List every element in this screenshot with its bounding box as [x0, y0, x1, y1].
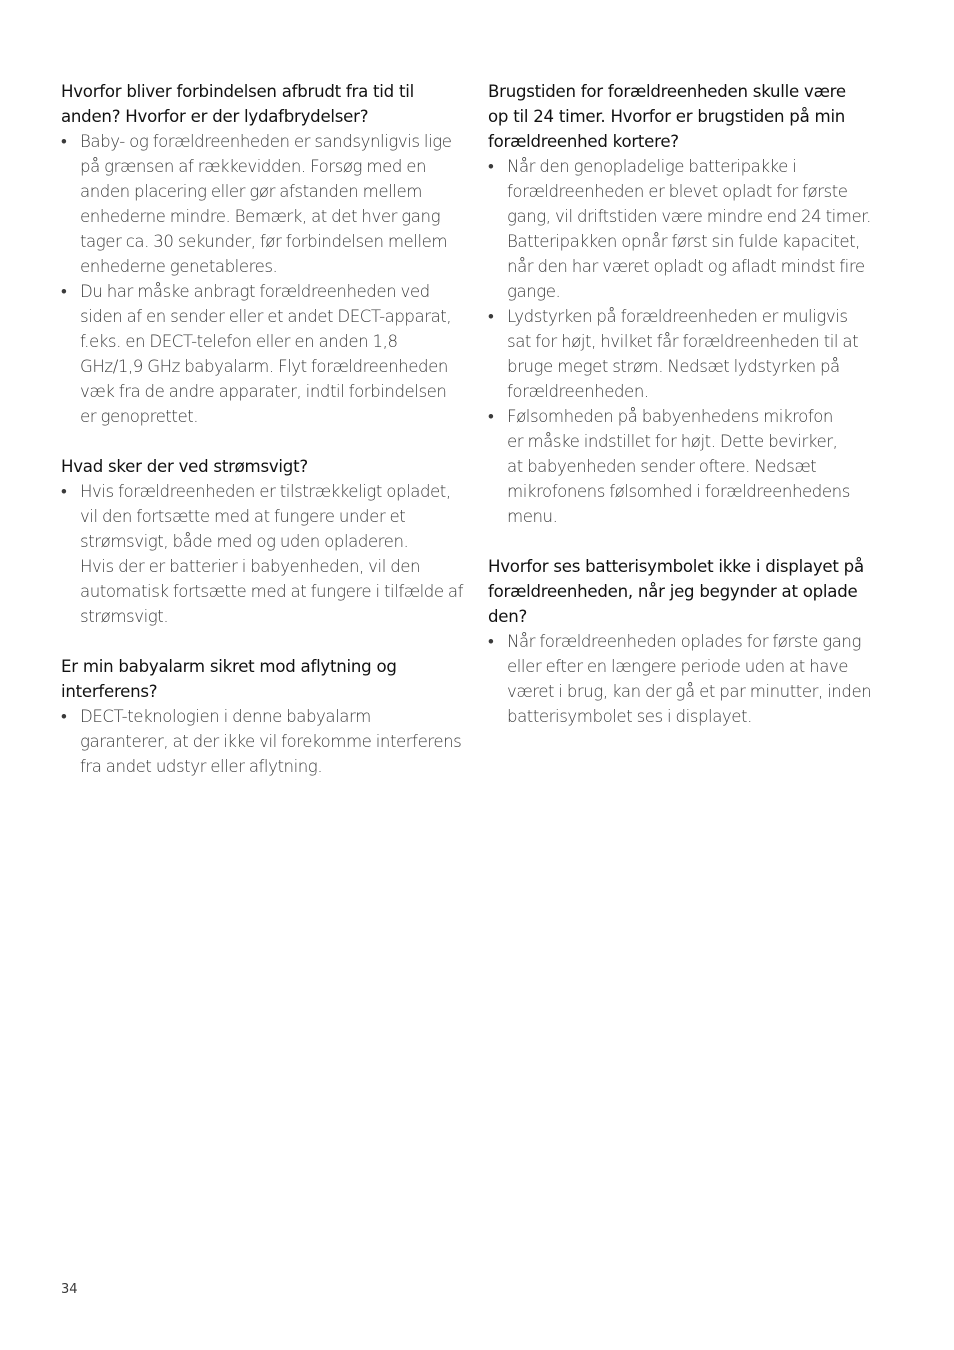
answer-line: enhederne genetableres.: [80, 257, 278, 276]
faq-section: [488, 79, 878, 529]
answer-list: [61, 129, 469, 429]
answer-list: [488, 629, 878, 729]
answer-line: forældreenheden er blevet opladt for første: [507, 182, 848, 201]
answer-line: anden placering eller gør afstanden mellem: [80, 182, 422, 201]
answer-line: eller efter en længere periode uden at have: [507, 657, 849, 676]
answer-line: Lydstyrken på forældreenheden er muligvis: [507, 307, 848, 326]
question-line: op til 24 timer. Hvorfor er brugstiden på min: [488, 107, 846, 126]
answer-item: [488, 404, 878, 529]
answer-line: DECT-teknologien i denne babyalarm: [80, 707, 371, 726]
answer-line: strømsvigt, både med og uden opladeren.: [80, 532, 409, 551]
bullet-icon: •: [61, 482, 67, 501]
answer-line: automatisk fortsætte med at fungere i tilfælde af: [80, 582, 464, 601]
right-column: [488, 79, 878, 754]
answer-line: væk fra de andre apparater, indtil forbindelsen: [80, 382, 447, 401]
answer-line: mikrofonens følsomhed i forældreenhedens: [507, 482, 850, 501]
answer-line: garanterer, at der ikke vil forekomme interferens: [80, 732, 462, 751]
page-number: 34: [61, 1282, 78, 1297]
question-line: Hvad sker der ved strømsvigt?: [61, 457, 308, 476]
answer-line: når den har været opladt og afladt mindst fire: [507, 257, 865, 276]
answer-line: at babyenheden sender oftere. Nedsæt: [507, 457, 817, 476]
bullet-icon: •: [488, 632, 494, 651]
answer-item: [61, 279, 469, 429]
answer-line: GHz/1,9 GHz babyalarm. Flyt forældreenheden: [80, 357, 448, 376]
answer-item: [488, 154, 878, 304]
answer-item: [488, 629, 878, 729]
answer-line: Når forældreenheden oplades for første gang: [507, 632, 862, 651]
bullet-icon: •: [61, 282, 67, 301]
faq-question: [488, 79, 878, 154]
faq-section: [61, 79, 469, 429]
faq-question: [61, 454, 469, 479]
answer-line: fra andet udstyr eller aflytning.: [80, 757, 323, 776]
faq-question: [61, 79, 469, 129]
question-line: Hvorfor ses batterisymbolet ikke i displayet på: [488, 557, 864, 576]
answer-line: bruge meget strøm. Nedsæt lydstyrken på: [507, 357, 840, 376]
answer-line: Følsomheden på babyenhedens mikrofon: [507, 407, 833, 426]
answer-line: på grænsen af rækkevidden. Forsøg med en: [80, 157, 427, 176]
answer-line: strømsvigt.: [80, 607, 169, 626]
answer-line: Hvis forældreenheden er tilstrækkeligt opladet,: [80, 482, 451, 501]
question-line: forældreenheden, når jeg begynder at oplade: [488, 582, 858, 601]
answer-line: været i brug, kan der gå et par minutter, inden: [507, 682, 872, 701]
question-line: Hvorfor bliver forbindelsen afbrudt fra tid til: [61, 82, 414, 101]
question-line: forældreenhed kortere?: [488, 132, 679, 151]
answer-line: gange.: [507, 282, 561, 301]
answer-line: Når den genopladelige batteripakke i: [507, 157, 797, 176]
faq-section: [488, 554, 878, 729]
answer-line: vil den fortsætte med at fungere under et: [80, 507, 406, 526]
faq-question: [488, 554, 878, 629]
answer-line: sat for højt, hvilket får forældreenheden til at: [507, 332, 859, 351]
answer-line: batterisymbolet ses i displayet.: [507, 707, 752, 726]
answer-line: siden af en sender eller et andet DECT-apparat,: [80, 307, 452, 326]
question-line: Brugstiden for forældreenheden skulle være: [488, 82, 846, 101]
answer-item: [61, 704, 469, 779]
bullet-icon: •: [61, 132, 67, 151]
bullet-icon: •: [488, 307, 494, 326]
answer-line: Batteripakken opnår først sin fulde kapacitet,: [507, 232, 860, 251]
answer-item: [61, 479, 469, 629]
answer-list: [61, 704, 469, 779]
answer-list: [61, 479, 469, 629]
bullet-icon: •: [61, 707, 67, 726]
question-line: den?: [488, 607, 528, 626]
answer-line: er genoprettet.: [80, 407, 199, 426]
faq-section: [61, 654, 469, 779]
answer-item: [488, 304, 878, 404]
question-line: Er min babyalarm sikret mod aflytning og: [61, 657, 397, 676]
left-column: [61, 79, 469, 804]
answer-line: er måske indstillet for højt. Dette bevirker,: [507, 432, 838, 451]
answer-line: Du har måske anbragt forældreenheden ved: [80, 282, 430, 301]
answer-line: Baby- og forældreenheden er sandsynligvis lige: [80, 132, 452, 151]
question-line: anden? Hvorfor er der lydafbrydelser?: [61, 107, 369, 126]
answer-line: gang, vil driftstiden være mindre end 24 timer.: [507, 207, 871, 226]
answer-line: menu.: [507, 507, 558, 526]
faq-section: [61, 454, 469, 629]
answer-line: enhederne mindre. Bemærk, at det hver gang: [80, 207, 441, 226]
bullet-icon: •: [488, 157, 494, 176]
answer-item: [61, 129, 469, 279]
answer-line: Hvis der er batterier i babyenheden, vil den: [80, 557, 421, 576]
answer-line: tager ca. 30 sekunder, før forbindelsen mellem: [80, 232, 448, 251]
faq-question: [61, 654, 469, 704]
answer-line: forældreenheden.: [507, 382, 649, 401]
question-line: interferens?: [61, 682, 158, 701]
answer-line: f.eks. en DECT-telefon eller en anden 1,8: [80, 332, 398, 351]
answer-list: [488, 154, 878, 529]
bullet-icon: •: [488, 407, 494, 426]
